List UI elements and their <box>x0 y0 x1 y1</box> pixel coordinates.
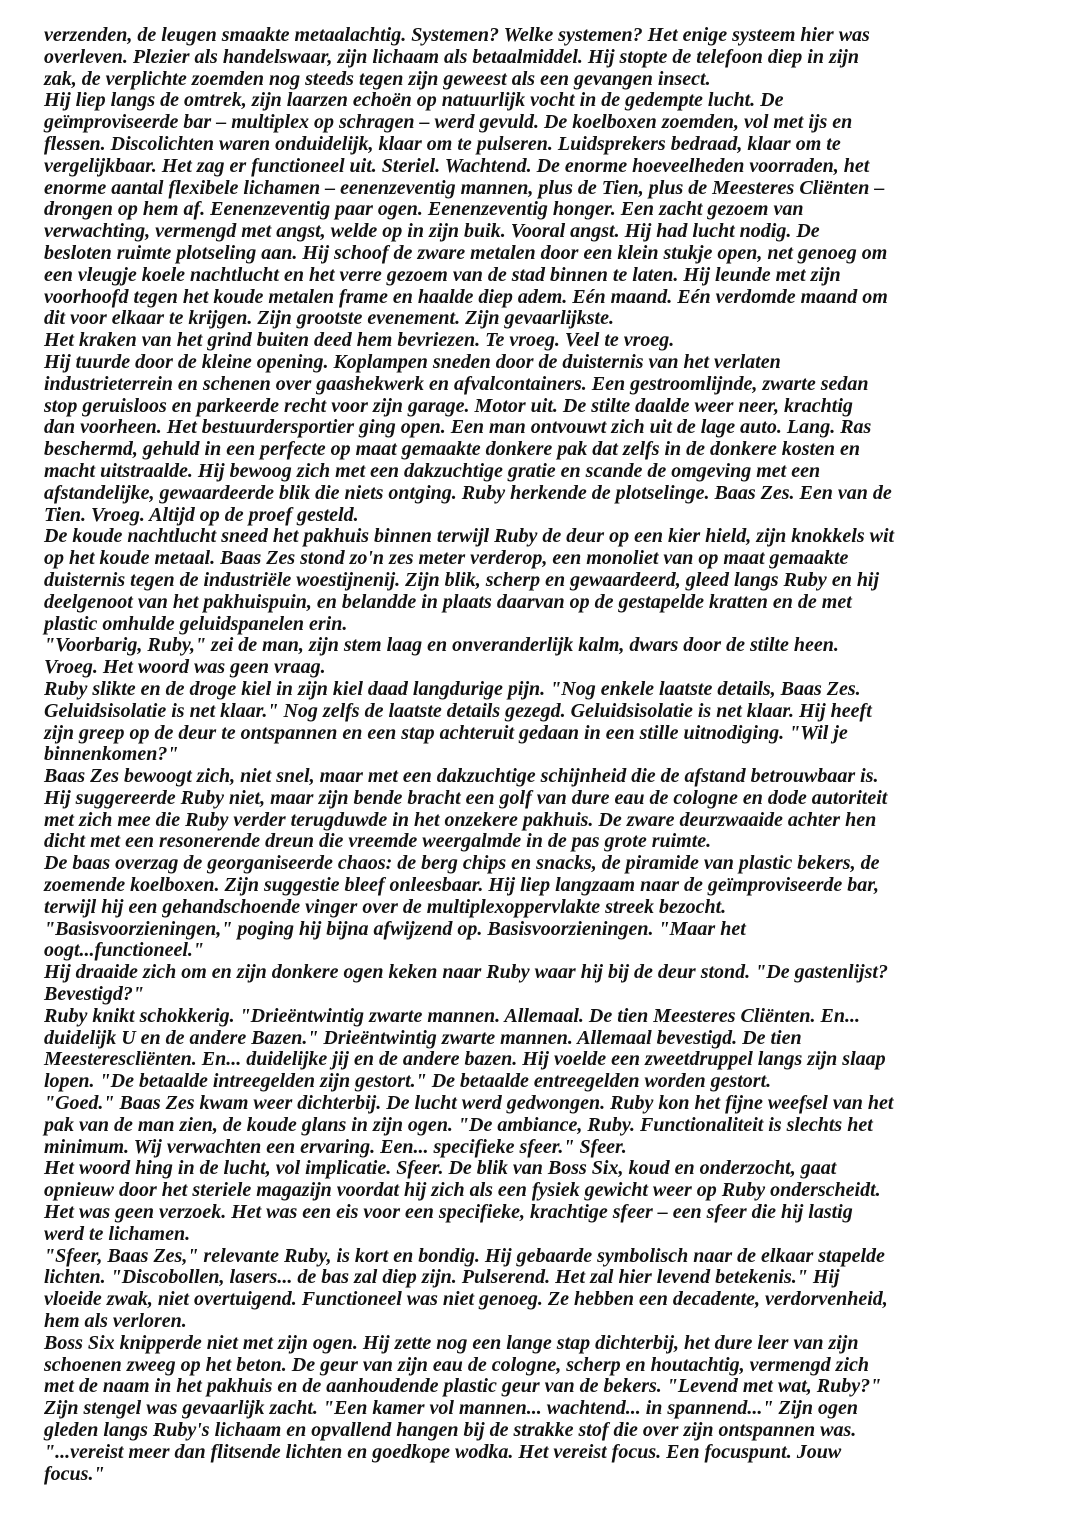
text-line: Hij liep langs de omtrek, zijn laarzen echoën op natuurlijk vocht in de gedempte lucht. De <box>44 89 784 112</box>
text-line: Baas Zes bewoogt zich, niet snel, maar met een dakzuchtige schijnheid die de afstand betrouwbaar is. <box>44 765 879 788</box>
text-line: werd te lichamen. <box>44 1222 191 1245</box>
text-line: Het woord hing in de lucht, vol implicatie. Sfeer. De blik van Boss Six, koud en onderzocht, gaat <box>44 1157 837 1180</box>
text-line: binnenkomen?" <box>44 743 179 766</box>
text-line: dan voorheen. Het bestuurdersportier ging open. Een man ontvouwt zich uit de lage auto. Lang. Ras <box>44 416 872 439</box>
text-line: flessen. Discolichten waren onduidelijk, klaar om te pulseren. Luidsprekers bedraad, klaar om te <box>44 132 841 155</box>
paragraph <box>44 1333 1050 1486</box>
text-line: plastic omhulde geluidspanelen erin. <box>44 612 348 635</box>
paragraph <box>44 766 1050 853</box>
text-line: besloten ruimte plotseling aan. Hij schoof de zware metalen door een klein stukje open, net genoeg om <box>44 241 888 264</box>
text-line: terwijl hij een gehandschoende vinger over de multiplexoppervlakte streek bezocht. <box>44 895 727 918</box>
text-line: lichten. "Discobollen, lasers... de bas zal diep zijn. Pulserend. Het zal hier levend betekenis." Hij <box>44 1266 840 1289</box>
text-line: Ruby knikt schokkerig. "Drieëntwintig zwarte mannen. Allemaal. De tien Meesteres Cliënten. En... <box>44 1004 860 1027</box>
text-line: opnieuw door het steriele magazijn voordat hij zich als een fysiek gewicht weer op Ruby onderscheidt. <box>44 1179 881 1202</box>
text-line: dit voor elkaar te krijgen. Zijn grootste evenement. Zijn gevaarlijkste. <box>44 307 614 330</box>
text-line: duidelijk U en de andere Bazen." Drieëntwintig zwarte mannen. Allemaal bevestigd. De tien <box>44 1026 802 1049</box>
paragraph <box>44 1093 1050 1158</box>
paragraph <box>44 1246 1050 1333</box>
text-line: minimum. Wij verwachten een ervaring. Een... specifieke sfeer." Sfeer. <box>44 1135 627 1158</box>
text-line: industrieterrein en schenen over gaashekwerk en afvalcontainers. Een gestroomlijnde, zwarte sedan <box>44 372 869 395</box>
paragraph <box>44 635 1050 679</box>
text-line: De baas overzag de georganiseerde chaos: de berg chips en snacks, de piramide van plastic bekers, de <box>44 852 880 875</box>
text-line: "...vereist meer dan flitsende lichten en goedkope wodka. Het vereist focus. Een focuspunt. Jouw <box>44 1440 842 1463</box>
text-line: beschermd, gehuld in een perfecte op maat gemaakte donkere pak dat zelfs in de donkere kosten en <box>44 438 861 461</box>
text-line: Het was geen verzoek. Het was een eis voor een specifieke, krachtige sfeer – een sfeer die hij lastig <box>44 1201 853 1224</box>
text-line: zak, de verplichte zoemden nog steeds tegen zijn geweest als een gevangen insect. <box>44 67 711 90</box>
text-line: drongen op hem af. Eenenzeventig paar ogen. Eenenzeventig honger. Een zacht gezoem van <box>44 198 804 221</box>
text-line: Boss Six knipperde niet met zijn ogen. Hij zette nog een lange stap dichterbij, het dure leer van zijn <box>44 1331 859 1354</box>
text-line: Tien. Vroeg. Altijd op de proef gesteld. <box>44 503 359 526</box>
text-line: Ruby slikte en de droge kiel in zijn kiel daad langdurige pijn. "Nog enkele laatste details, Baas Zes. <box>44 677 861 700</box>
text-line: "Basisvoorzieningen," poging hij bijna afwijzend op. Basisvoorzieningen. "Maar het <box>44 917 746 940</box>
text-line: vergelijkbaar. Het zag er functioneel uit. Steriel. Wachtend. De enorme hoeveelheden voorraden, het <box>44 154 870 177</box>
text-line: zijn greep op de deur te ontspannen en een stap achteruit gedaan in een stille uitnodiging. "Wil je <box>44 721 848 744</box>
text-line: enorme aantal flexibele lichamen – eenenzeventig mannen, plus de Tien, plus de Meesteres Cliënten – <box>44 176 885 199</box>
text-line: pak van de man zien, de koude glans in zijn ogen. "De ambiance, Ruby. Functionaliteit is slechts het <box>44 1113 873 1136</box>
text-line: Het kraken van het grind buiten deed hem bevriezen. Te vroeg. Veel te vroeg. <box>44 329 675 352</box>
text-line: Hij tuurde door de kleine opening. Koplampen sneden door de duisternis van het verlaten <box>44 350 781 373</box>
text-line: macht uitstraalde. Hij bewoog zich met een dakzuchtige gratie en scande de omgeving met een <box>44 459 821 482</box>
text-line: verzenden, de leugen smaakte metaalachtig. Systemen? Welke systemen? Het enige systeem hier was <box>44 24 870 46</box>
text-line: overleven. Plezier als handelswaar, zijn lichaam als betaalmiddel. Hij stopte de telefoon diep in zijn <box>44 45 859 68</box>
text-line: dicht met een resonerende dreun die vreemde weergalmde in de pas grote ruimte. <box>44 830 712 853</box>
paragraph <box>44 962 1050 1006</box>
text-line: Hij suggereerde Ruby niet, maar zijn bende bracht een golf van dure eau de cologne en dode autoriteit <box>44 786 888 809</box>
text-line: stop geruisloos en parkeerde recht voor zijn garage. Motor uit. De stilte daalde weer neer, krachtig <box>44 394 853 417</box>
text-line: deelgenoot van het pakhuispuin, en belandde in plaats daarvan op de gestapelde kratten en de met <box>44 590 852 613</box>
paragraph <box>44 90 1050 330</box>
paragraph <box>44 853 1050 918</box>
text-line: Geluidsisolatie is net klaar." Nog zelfs de laatste details gezegd. Geluidsisolatie is net klaar. Hij heeft <box>44 699 872 722</box>
paragraph <box>44 526 1050 635</box>
paragraph <box>44 352 1050 526</box>
text-line: afstandelijke, gewaardeerde blik die niets ontging. Ruby herkende de plotselinge. Baas Zes. Een van de <box>44 481 892 504</box>
text-line: op het koude metaal. Baas Zes stond zo'n zes meter verderop, een monoliet van op maat gemaakte <box>44 547 849 570</box>
text-line: vloeide zwak, niet overtuigend. Functioneel was niet genoeg. Ze hebben een decadente, verdorvenheid, <box>44 1288 888 1311</box>
text-line: focus." <box>44 1462 105 1485</box>
paragraph <box>44 679 1050 766</box>
paragraph <box>44 1006 1050 1093</box>
paragraph <box>44 25 1050 90</box>
text-line: "Sfeer, Baas Zes," relevante Ruby, is kort en bondig. Hij gebaarde symbolisch naar de elkaar stapelde <box>44 1244 885 1267</box>
text-line: hem als verloren. <box>44 1310 187 1333</box>
paragraph <box>44 330 1050 352</box>
text-line: Hij draaide zich om en zijn donkere ogen keken naar Ruby waar hij bij de deur stond. "De gastenlijst? <box>44 961 888 984</box>
text-line: "Goed." Baas Zes kwam weer dichterbij. De lucht werd gedwongen. Ruby kon het fijne weefsel van het <box>44 1092 894 1115</box>
text-line: voorhoofd tegen het koude metalen frame en haalde diep adem. Eén maand. Eén verdomde maand om <box>44 285 888 308</box>
text-line: schoenen zweeg op het beton. De geur van zijn eau de cologne, scherp en houtachtig, vermengd zich <box>44 1353 869 1376</box>
text-line: verwachting, vermengd met angst, welde op in zijn buik. Vooral angst. Hij had lucht nodig. De <box>44 220 820 243</box>
text-line: duisternis tegen de industriële woestijnenij. Zijn blik, scherp en gewaardeerd, gleed langs Ruby en hij <box>44 568 880 591</box>
text-line: met zich mee die Ruby verder terugduwde in het onzekere pakhuis. De zware deurzwaaide achter hen <box>44 808 877 831</box>
text-line: Bevestigd?" <box>44 983 144 1006</box>
text-line: lopen. "De betaalde intreegelden zijn gestort." De betaalde entreegelden worden gestort. <box>44 1070 772 1093</box>
paragraph <box>44 1158 1050 1245</box>
text-line: gleden langs Ruby's lichaam en opvallend hangen bij de strakke stof die over zijn ontspannen was. <box>44 1419 857 1441</box>
text-line: oogt...functioneel." <box>44 939 204 962</box>
paragraph <box>44 919 1050 963</box>
text-line: een vleugje koele nachtlucht en het verre gezoem van de stad binnen te laten. Hij leunde met zijn <box>44 263 841 286</box>
text-line: Zijn stengel was gevaarlijk zacht. "Een kamer vol mannen... wachtend... in spannend..." Zijn ogen <box>44 1397 858 1420</box>
text-line: Meesterescliënten. En... duidelijke jij en de andere bazen. Hij voelde een zweetdruppel langs zijn slaap <box>44 1048 886 1071</box>
text-line: De koude nachtlucht sneed het pakhuis binnen terwijl Ruby de deur op een kier hield, zijn knokkels wit <box>44 525 895 548</box>
text-line: "Voorbarig, Ruby," zei de man, zijn stem laag en onveranderlijk kalm, dwars door de stilte heen. <box>44 634 839 657</box>
text-line: Vroeg. Het woord was geen vraag. <box>44 656 326 679</box>
page-text <box>44 25 1050 1485</box>
text-line: met de naam in het pakhuis en de aanhoudende plastic geur van de bekers. "Levend met wat, Ruby?" <box>44 1375 882 1398</box>
text-line: zoemende koelboxen. Zijn suggestie bleef onleesbaar. Hij liep langzaam naar de geïmproviseerde bar, <box>44 874 879 897</box>
text-line: geïmproviseerde bar – multiplex op schragen – werd gevuld. De koelboxen zoemden, vol met ijs en <box>44 111 853 134</box>
